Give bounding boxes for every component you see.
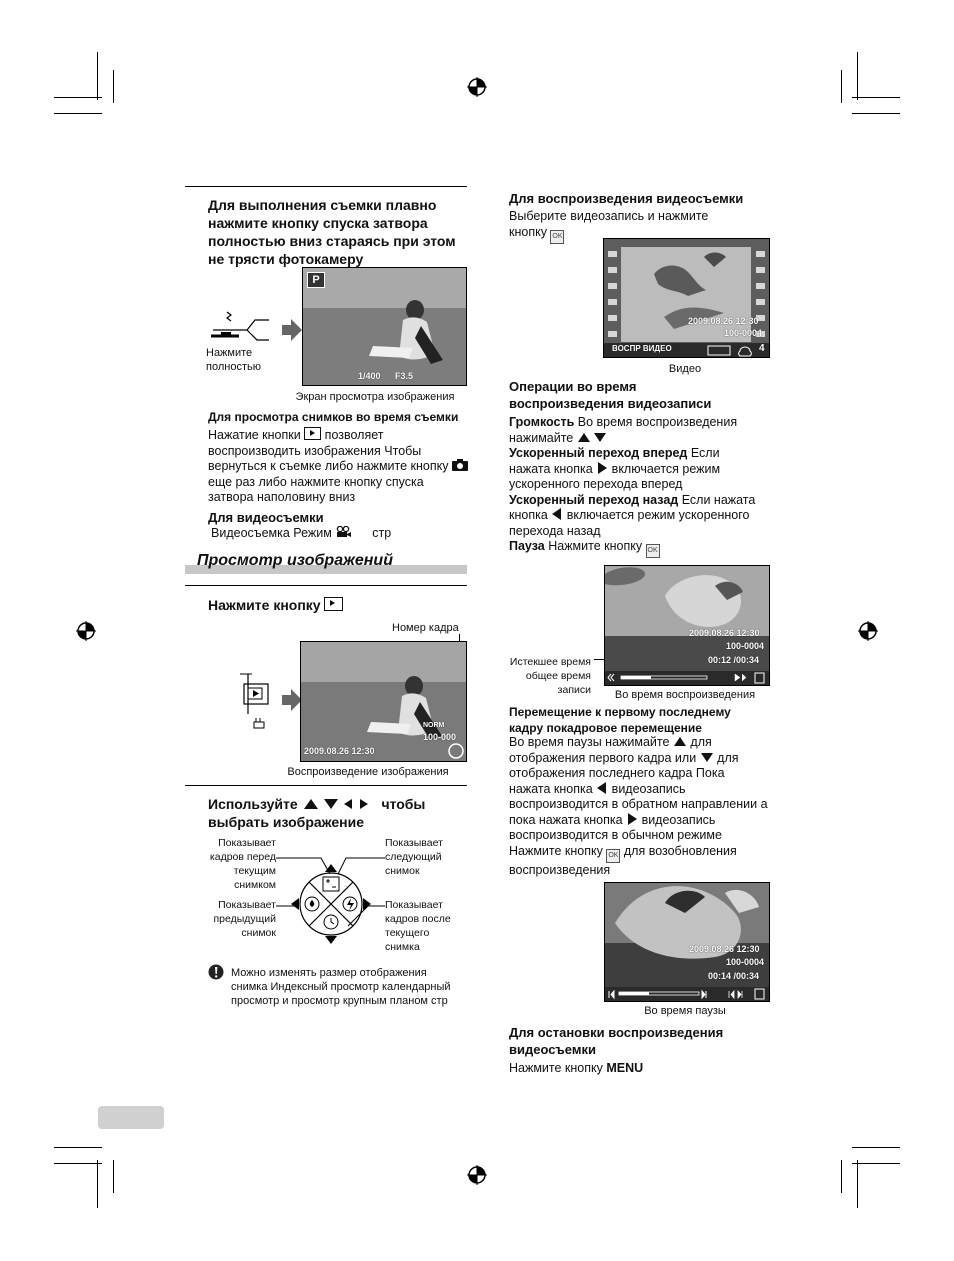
caution-icon [208,964,224,980]
movie-mode-icon [335,526,351,538]
ff-text-b: включается режим ускоренного перехода вперед [509,461,721,491]
camera-icon [452,459,468,471]
arrow-right-icon [282,689,302,711]
up-key-icon [673,736,687,747]
video-text-b: стр [372,526,392,540]
down-key-icon [700,752,714,763]
paused-date-time: 2009.08.26 12:30 [689,944,760,954]
elapsed-time-label: Истекшее время общее время записи [509,656,591,696]
divider [185,585,467,586]
right-key-icon [626,813,638,825]
intro-title: Для выполнения съемки плавно нажмите кнопку спуска затвора полностью вниз стараясь при этом не трясти фотокамеру [208,197,456,267]
movie-playing-screen [604,565,770,686]
arrow-right-icon [282,319,302,341]
dpad-left-label: Показывает предыдущий снимок [213,899,276,939]
movie-count: 4 [759,343,765,354]
dpad-diagram [276,850,386,945]
dpad-right-label: Показывает следующий снимок [385,837,443,877]
dpad-up-label: Показывает кадров перед текущим снимком [209,837,276,891]
right-key-icon [596,462,608,474]
movie-play-label: ВОСПР ВИДЕО [612,344,672,353]
divider [185,186,467,187]
ok-button-icon: OK [646,544,660,558]
play-text-a: Выберите видеозапись и нажмите кнопку [509,209,709,239]
movie-index-screen [603,238,770,358]
ok-button-icon: OK [550,230,564,244]
registration-mark-icon [466,1164,488,1186]
divider [185,785,467,786]
menu-button-label: MENU [606,1061,644,1075]
screen4-caption: Во время воспроизведения [614,689,756,701]
left-key-icon [596,782,608,794]
shutter-speed: 1/400 [358,371,381,381]
frame-text-b: для отображения первого кадра или [509,735,712,765]
rew-text-b: включается режим ускоренного перехода назад [509,508,750,538]
file-number: 100-000 [423,732,457,742]
rew-text-a: Если нажата кнопка [509,492,756,522]
play-title: Для воспроизведения видеосъемки [509,191,744,206]
rew-label: Ускоренный переход назад [509,492,679,507]
screen2-caption: Воспроизведение изображения [287,766,449,778]
screen3-caption: Видео [668,363,702,375]
paused-elapsed-time: 00:14 /00:34 [708,971,760,981]
playing-elapsed-time: 00:12 /00:34 [708,655,760,665]
movie-paused-screen [604,882,770,1002]
screen5-caption: Во время паузы [644,1005,726,1017]
stop-title: Для остановки воспроизведения видеосъемки [509,1025,724,1057]
image-quality: NORM [423,722,445,729]
left-key-icon [551,508,563,520]
frame-number-label: Номер кадра [392,622,459,634]
video-text [211,526,391,542]
shutter-press-icon [207,308,271,344]
playback-button-icon [324,597,343,611]
frame-text-d: видеозапись воспроизводится в обратном направлении а пока нажата кнопка [509,781,768,827]
ff-text-a: Если нажата кнопка [509,446,720,476]
frame-text [509,735,769,878]
view-during-text-c: еще раз либо нажмите кнопку спуска затвора наполовину вниз [208,474,424,504]
step1-title-text: Нажмите кнопку [208,597,321,613]
playing-file-number: 100-0004 [726,641,765,651]
pause-text: Нажмите кнопку [548,539,643,553]
volume-text: Во время воспроизведения нажимайте [509,415,738,445]
view-during-text-b: позволяет воспроизводить изображения Чтобы вернуться к съемке либо нажмите кнопку [208,428,449,473]
aperture-value: F3.5 [395,371,414,381]
ff-label: Ускоренный переход вперед [509,446,688,460]
playback-button-illustration [238,672,274,736]
section-title: Просмотр изображений [197,552,393,569]
view-during-text [208,427,468,506]
step2-title-text-b: чтобы выбрать изображение [208,796,426,830]
up-down-keys-icon [577,432,607,443]
view-during-text-a: Нажатие кнопки [208,428,301,442]
step2-title-text: Используйте [208,796,298,812]
view-during-title: Для просмотра снимков во время съемки [208,410,459,424]
video-text-a: Видеосъемка Режим [211,526,332,540]
playing-date-time: 2009.08.26 12:30 [689,628,760,638]
frame-text-f: для возобновления воспроизведения [509,843,737,877]
movie-date-time: 2009.08.26 12:30 [688,316,759,326]
registration-mark-icon [75,620,97,642]
ops-text [509,415,759,558]
stop-text-a: Нажмите кнопку [509,1061,603,1075]
page-number-tab [98,1106,164,1129]
paused-file-number: 100-0004 [726,957,765,967]
arrow-keys-icon [302,797,378,811]
step2-title [208,795,458,831]
frame-title: Перемещение к первому последнему кадру покадровое перемещение [509,705,731,735]
frame-text-e: видеозапись воспроизводится в обычном режиме Нажмите кнопку [509,812,722,858]
video-title: Для видеосъемки [208,510,324,525]
ok-button-icon: OK [606,849,620,863]
frame-text-a: Во время паузы нажимайте [509,735,670,749]
movie-file-number: 100-0004 [724,328,763,338]
shooting-screen-photo [302,267,467,386]
dpad-down-label: Показывает кадров после текущего снимка [385,899,451,953]
shooting-mode-badge: P [307,272,325,288]
volume-label: Громкость [509,415,575,429]
playback-button-icon [304,427,321,440]
date-time: 2009.08.26 12:30 [304,746,375,756]
playback-screen-photo [300,641,467,762]
stop-text [509,1061,643,1077]
ops-title: Операции во время воспроизведения видеозаписи [509,379,712,411]
press-fully-label: Нажмите полностью [206,347,261,373]
registration-mark-icon [466,76,488,98]
frame-text-c: для отображения последнего кадра Пока нажата кнопка [509,750,739,796]
registration-mark-icon [857,620,879,642]
step1-title [208,596,343,614]
screen1-caption: Экран просмотра изображения [295,391,455,403]
pause-label: Пауза [509,539,545,553]
note-text: Можно изменять размер отображения снимка Индексный просмотр календарный просмотр и просмотр крупным планом стр [231,967,451,1007]
